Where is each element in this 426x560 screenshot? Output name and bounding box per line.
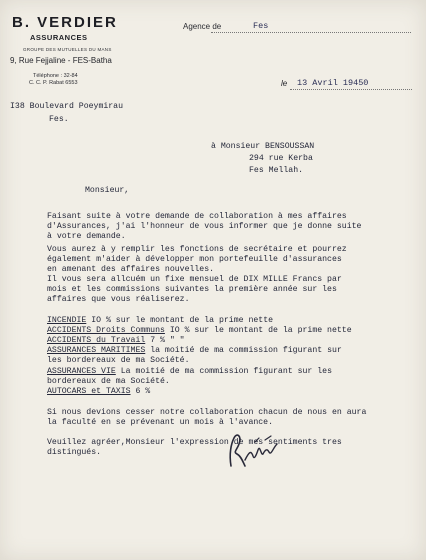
commission-label: ASSURANCES MARITIMES [47, 346, 146, 355]
recipient-line: à Monsieur BENSOUSSAN [211, 142, 315, 151]
commission-text: bordereaux de ma Société. [47, 377, 170, 386]
agence-value: Fes [253, 21, 269, 31]
commission-label: AUTOCARS et TAXIS [47, 387, 131, 396]
commission-text: 6 % [130, 387, 151, 396]
company-address: 9, Rue Fejjaline - FES-Batha [10, 56, 112, 65]
body-line: la faculté en se prévenant un mois à l'avance. [47, 418, 274, 427]
body-line: Vous aurez à y remplir les fonctions de secrétaire et pourrez [47, 245, 347, 254]
date-value: 13 Avril 19450 [297, 78, 369, 88]
date-dotted-line [290, 89, 412, 90]
commission-text: 7 % " " [145, 336, 185, 345]
commission-row [47, 387, 150, 397]
body-line: Si nous devions cesser notre collaboration chacun de nous en aura [47, 408, 367, 417]
closing-line: Veuillez agréer,Monsieur l'expression de mes sentiments tres [47, 438, 342, 447]
company-name: B. VERDIER [12, 14, 118, 31]
agence-label: Agence de [183, 22, 222, 31]
commission-label: INCENDIE [47, 316, 87, 325]
commission-row [47, 356, 190, 366]
agence-dotted-line [211, 32, 411, 33]
commission-label: ACCIDENTS du Travail [47, 336, 146, 345]
closing-line: distingués. [47, 448, 102, 457]
commission-row [47, 336, 185, 346]
commission-text: les bordereaux de ma Société. [47, 356, 190, 365]
body-line: également m'aider à développer mon portefeuille d'assurances [47, 255, 342, 264]
body-line: en amenant des affaires nouvelles. [47, 265, 215, 274]
handwritten-signature-icon [225, 426, 285, 474]
company-phone: Téléphone : 32-84 [33, 73, 78, 79]
body-line: Faisant suite à votre demande de collaboration à mes affaires [47, 212, 347, 221]
body-line: d'Assurances, j'ai l'honneur de vous informer que je donne suite [47, 222, 362, 231]
date-prefix: le [281, 79, 288, 88]
company-group: GROUPE DES MUTUELLES DU MANS [23, 47, 112, 52]
commission-row [47, 346, 342, 356]
body-line: affaires que vous réaliserez. [47, 295, 190, 304]
commission-row [47, 367, 332, 377]
company-subtitle: ASSURANCES [30, 33, 88, 42]
sender-address-line: Fes. [49, 115, 69, 124]
salutation: Monsieur, [85, 186, 130, 195]
commission-label: ACCIDENTS Droits Communs [47, 326, 165, 335]
commission-row [47, 316, 273, 326]
commission-label: ASSURANCES VIE [47, 367, 116, 376]
recipient-line: Fes Mellah. [249, 166, 304, 175]
commission-text: IO % sur le montant de la prime nette [86, 316, 274, 325]
commission-text: La moitié de ma commission figurant sur les [115, 367, 332, 376]
recipient-line: 294 rue Kerba [249, 154, 313, 163]
company-ccp: C. C. P. Rabat 6553 [29, 80, 78, 86]
commission-row [47, 377, 170, 387]
body-line: Il vous sera allcuém un fixe mensuel de DIX MILLE Francs par [47, 275, 342, 284]
body-line: mois et les commissions suivantes la première année sur les [47, 285, 337, 294]
commission-text: la moitié de ma commission figurant sur [145, 346, 342, 355]
body-line: à votre demande. [47, 232, 126, 241]
commission-text: IO % sur le montant de la prime nette [164, 326, 352, 335]
commission-row [47, 326, 352, 336]
sender-address-line: I38 Boulevard Poeymirau [10, 102, 124, 111]
